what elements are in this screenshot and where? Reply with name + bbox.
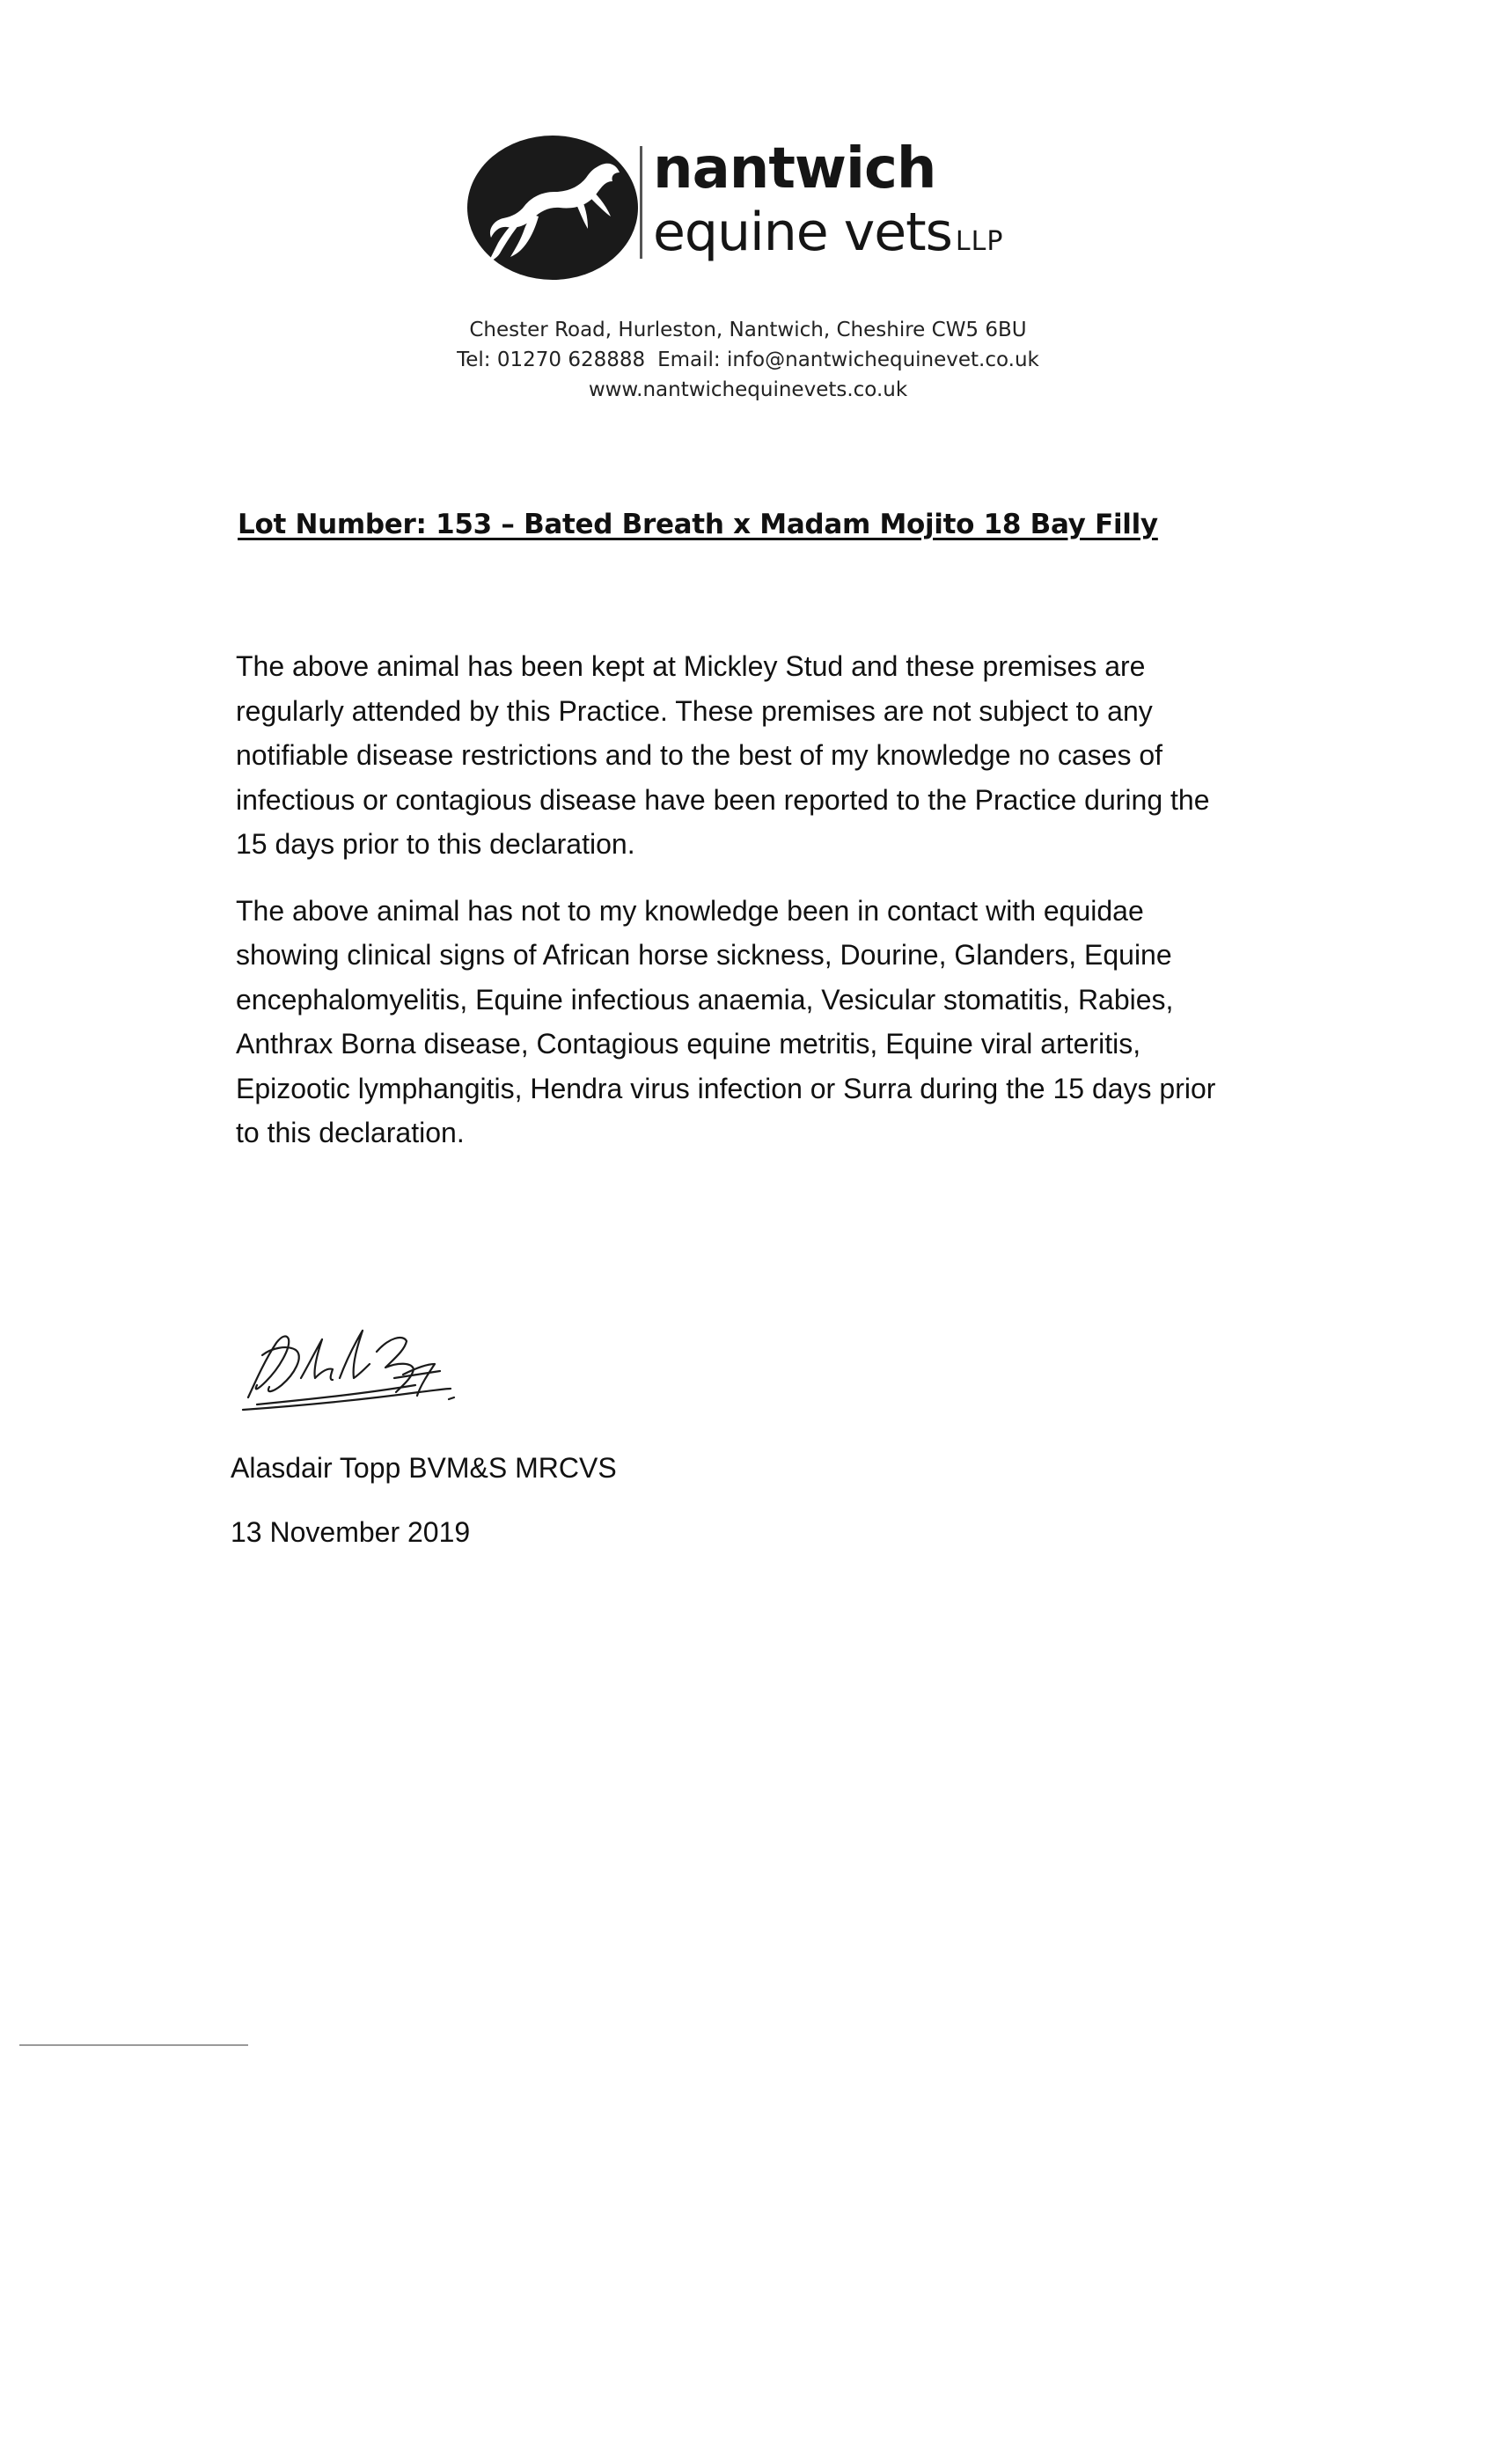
email-address: Email: info@nantwichequinevet.co.uk (657, 348, 1039, 371)
brand-subname-text: equine vets (653, 202, 952, 263)
text-line: Epizootic lymphangitis, Hendra virus infection or Surra during the 15 days prior (236, 1072, 1216, 1104)
brand-subname (653, 202, 1004, 263)
address-line: Chester Road, Hurleston, Nantwich, Cheshire CW5 6BU (469, 319, 1027, 341)
contact-block (0, 315, 1496, 405)
text-line: regularly attended by this Practice. These premises are not subject to any (236, 694, 1153, 727)
paragraph-contact-diseases (236, 889, 1292, 1155)
text-line: The above animal has not to my knowledge been in contact with equidae (236, 894, 1144, 927)
phone-number: Tel: 01270 628888 (457, 348, 646, 371)
text-line: infectious or contagious disease have been reported to the Practice during the (236, 783, 1210, 816)
brand-divider (640, 146, 642, 259)
website-line: www.nantwichequinevets.co.uk (588, 378, 908, 401)
lot-heading: Lot Number: 153 – Bated Breath x Madam Mojito 18 Bay Filly (238, 509, 1158, 540)
declaration-body (236, 644, 1292, 1177)
text-line: showing clinical signs of African horse sickness, Dourine, Glanders, Equine (236, 939, 1172, 971)
scan-artifact-line (19, 2044, 248, 2046)
text-line: encephalomyelitis, Equine infectious anaemia, Vesicular stomatitis, Rabies, (236, 983, 1174, 1016)
letterhead (458, 132, 1074, 290)
text-line: 15 days prior to this declaration. (236, 828, 635, 860)
signature-date: 13 November 2019 (231, 1516, 471, 1548)
text-line: The above animal has been kept at Mickley Stud and these premises are (236, 650, 1146, 682)
signer-name: Alasdair Topp BVM&S MRCVS (231, 1452, 617, 1484)
text-line: Anthrax Borna disease, Contagious equine metritis, Equine viral arteritis, (236, 1028, 1141, 1060)
jumping-horse-logo-icon (465, 132, 641, 282)
paragraph-premises (236, 644, 1292, 867)
handwritten-signature (231, 1294, 495, 1417)
phone-email-line (0, 345, 1496, 375)
brand-suffix: LLP (955, 226, 1004, 257)
brand-name: nantwich (653, 136, 936, 202)
text-line: to this declaration. (236, 1117, 465, 1148)
text-line: notifiable disease restrictions and to the best of my knowledge no cases of (236, 739, 1163, 771)
